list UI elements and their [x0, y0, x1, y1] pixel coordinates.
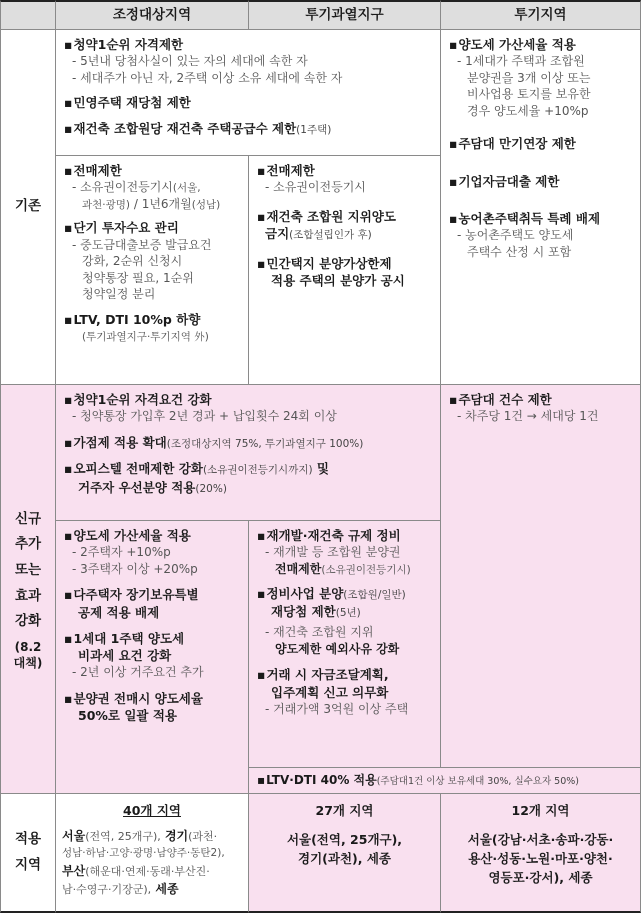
region-name: 경기 [160, 829, 189, 844]
rule-heading: ▪ 다주택자 장기보유특별 [64, 586, 242, 603]
rule-heading: ▪ 거래 시 자금조달계획, [257, 666, 434, 683]
rule-heading [64, 120, 434, 137]
region-line: 영등포·강서), 세종 [488, 869, 593, 885]
rule-item: - 재개발 등 조합원 분양권 [257, 544, 434, 561]
rule-heading-text: 금지 [265, 226, 290, 242]
rule-item: - 세대주가 아닌 자, 2주택 이상 소유 세대에 속한 자 [64, 70, 434, 87]
region-line [62, 880, 242, 899]
row-label-apply [0, 793, 56, 913]
new-overheated-rules [248, 520, 441, 768]
rule-heading: ▪ 청약1순위 자격요건 강화 [64, 391, 434, 408]
rule-item: 경우 양도세율 +10%p [467, 103, 589, 118]
rule-heading: ▪ 재개발·재건축 규제 정비 [257, 527, 434, 544]
rule-item: - 소유권이전등기시 [257, 179, 434, 196]
region-detail: 남·수영구·기장군), [62, 883, 152, 896]
row-label-text: 지역 [14, 856, 42, 873]
rule-heading: ▪ 민간택지 분양가상한제 [257, 255, 434, 272]
header-speculation-area [440, 0, 641, 30]
row-label-text: 기존 [14, 198, 42, 215]
rule-heading: ▪ 양도세 가산세율 적용 [449, 36, 634, 53]
row-label-text: 신규 [14, 510, 42, 527]
rule-heading: ▪ 1세대 1주택 양도세 [64, 630, 242, 647]
region-name: 서울 [62, 829, 86, 844]
rule-heading-text: LTV·DTI 40% 적용 [266, 773, 377, 787]
region-count: 12개 지역 [511, 803, 570, 818]
region-detail: (전역, 25개구), [85, 830, 161, 844]
region-line: 성남·하남·고양·광명·남양주·동탄2), [62, 846, 225, 859]
region-line: 용산·성동·노원·마포·양천· [468, 851, 613, 866]
row-label-note: (8.2 [14, 639, 42, 654]
rule-heading: ▪ LTV, DTI 10%p 하향 [64, 311, 242, 328]
rule-item: - 2년 이상 거주요건 추가 [64, 664, 242, 681]
rule-note: (서울, [172, 182, 201, 195]
ltv-dti-rule [248, 767, 641, 794]
rule-heading [64, 434, 434, 451]
rule-heading [249, 768, 640, 789]
rule-note: (성남) [191, 198, 221, 211]
row-label-text: 강화 [14, 613, 42, 630]
existing-speculation-rules [440, 29, 641, 385]
existing-adjusted-area-rules [55, 155, 249, 385]
rule-heading: ▪ 분양권 전매시 양도세율 [64, 690, 242, 707]
existing-common-rules [55, 29, 441, 156]
region-line [62, 827, 242, 846]
rule-heading: ▪ 농어촌주택취득 특례 배제 [449, 210, 634, 227]
rule-item [64, 196, 242, 213]
rule-heading: 50%로 일괄 적용 [78, 708, 177, 724]
rule-item: - 5년내 당첨사실이 있는 자의 세대에 속한 자 [64, 53, 434, 70]
rule-item: 양도제한 예외사유 강화 [275, 641, 400, 656]
row-label-text: 추가 [14, 536, 42, 553]
rule-heading-text: 재건축 조합원당 재건축 주택공급수 제한 [73, 120, 297, 136]
existing-overheated-rules [248, 155, 441, 385]
rule-heading: ▪ 청약1순위 자격제한 [64, 36, 434, 53]
rule-note: (소유권이전등기시) [321, 563, 411, 576]
rule-item: 주택수 산정 시 포함 [467, 244, 572, 259]
header-corner [0, 0, 56, 30]
rule-heading-text: 및 [312, 461, 330, 477]
row-label-note: 대책) [13, 656, 43, 671]
rule-item: - 청약통장 가입후 2년 경과 + 납입횟수 24회 이상 [64, 408, 434, 425]
rule-heading: ▪ 전매제한 [257, 162, 434, 179]
rule-heading-text: 오피스텔 전매제한 강화 [73, 461, 203, 477]
rule-item: - 차주당 1건 → 세대당 1건 [449, 408, 634, 425]
header-label: 조정대상지역 [112, 7, 192, 24]
rule-note: (5년) [335, 606, 361, 619]
rule-heading: ▪ 기업자금대출 제한 [449, 173, 634, 190]
rule-item-text: 전매제한 [275, 561, 322, 576]
region-name: 부산 [62, 863, 86, 878]
rule-heading: 적용 주택의 분양가 공시 [271, 272, 405, 288]
apply-adjusted-areas [55, 793, 249, 913]
rule-heading [64, 460, 434, 477]
rule-heading: ▪ 단기 투자수요 관리 [64, 219, 242, 236]
apply-speculation-areas [440, 793, 641, 913]
rule-heading-text: 정비사업 분양 [266, 586, 344, 602]
rule-item: - 농어촌주택도 양도세 [449, 227, 634, 244]
header-overheated-district [248, 0, 441, 30]
region-line: 경기(과천), 세종 [298, 851, 391, 866]
rule-heading: ▪ 주담대 건수 제한 [449, 391, 634, 408]
rule-heading: 공제 적용 배제 [78, 604, 160, 620]
region-detail: (해운대·연제·동래·부산진· [85, 864, 210, 878]
rule-item: - 3주택자 이상 +20%p [64, 561, 242, 578]
rule-heading [257, 603, 434, 620]
new-common-rules [55, 384, 441, 521]
rule-note [64, 328, 242, 345]
rule-heading: 비과세 요건 강화 [78, 648, 172, 664]
rule-heading: ▪ 전매제한 [64, 162, 242, 179]
new-speculation-rules [440, 384, 641, 768]
row-label-text: 또는 [14, 561, 42, 578]
rule-item: - 재건축 조합원 지위 [257, 624, 434, 641]
rule-note: 과천·광명) [82, 198, 131, 211]
rule-note: (조합원/일반) [343, 589, 406, 602]
region-count: 40개 지역 [123, 803, 181, 818]
rule-note: (조정대상지역 75%, 투기과열지구 100%) [166, 437, 364, 450]
region-line: 서울(전역, 25개구), [286, 832, 403, 848]
row-label-new [0, 384, 56, 794]
rule-item: 비사업용 토지를 보유한 [467, 87, 591, 102]
rule-heading [257, 585, 434, 602]
rule-item: - 중도금대출보증 발급요건 [64, 237, 242, 254]
rule-item: - 거래가액 3억원 이상 주택 [257, 701, 434, 718]
rule-heading-text: 가점제 적용 확대 [73, 434, 167, 450]
rule-item-text: 소유권이전등기시 [80, 180, 173, 195]
rule-note: (조합설립인가 후) [289, 229, 372, 242]
row-label-text: 효과 [14, 587, 42, 604]
rule-item: - 2주택자 +10%p [64, 544, 242, 561]
rule-heading: ▪ 양도세 가산세율 적용 [64, 527, 242, 544]
region-line [62, 862, 242, 881]
rule-note-text: (투기과열지구·투기지역 外) [82, 331, 209, 344]
header-label: 투기과열지구 [305, 7, 384, 24]
rule-item: - 1세대가 주택과 조합원 [449, 53, 634, 70]
rule-item: 강화, 2순위 신청시 [82, 254, 183, 269]
region-count: 27개 지역 [315, 803, 374, 818]
region-detail: (과천· [188, 830, 218, 844]
rule-heading-text: 재당첨 제한 [271, 603, 336, 619]
rule-item-text: / 1년6개월 [130, 196, 192, 211]
header-adjusted-area [55, 0, 249, 30]
rule-item [64, 179, 242, 196]
rule-item: 청약일정 분리 [82, 287, 156, 302]
rule-note: (소유권이전등기시까지) [202, 464, 313, 477]
rule-heading [64, 479, 434, 496]
rule-heading [257, 225, 434, 242]
rule-heading: ▪ 민영주택 재당첨 제한 [64, 94, 434, 111]
rule-heading: ▪ 재건축 조합원 지위양도 [257, 208, 434, 225]
new-adjusted-area-rules [55, 520, 249, 794]
row-label-text: 적용 [14, 830, 42, 847]
region-line: 서울(강남·서초·송파·강동· [467, 832, 614, 848]
rule-heading-text: 거주자 우선분양 적용 [78, 479, 196, 495]
apply-overheated-areas [248, 793, 441, 913]
rule-note: (20%) [195, 482, 227, 495]
header-label: 투기지역 [514, 7, 567, 24]
rule-note: (주담대1건 이상 보유세대 30%, 실수요자 50%) [376, 776, 580, 787]
rule-heading: ▪ 주담대 만기연장 제한 [449, 135, 634, 152]
rule-item: 청약통장 필요, 1순위 [82, 270, 194, 285]
region-name: 세종 [151, 882, 179, 896]
rule-item: 분양권을 3개 이상 또는 [467, 70, 591, 85]
rule-note: (1주택) [296, 123, 332, 136]
region-list [62, 827, 242, 898]
row-label-existing [0, 29, 56, 385]
rule-heading: 입주계획 신고 의무화 [271, 684, 389, 700]
rule-item [257, 561, 434, 578]
